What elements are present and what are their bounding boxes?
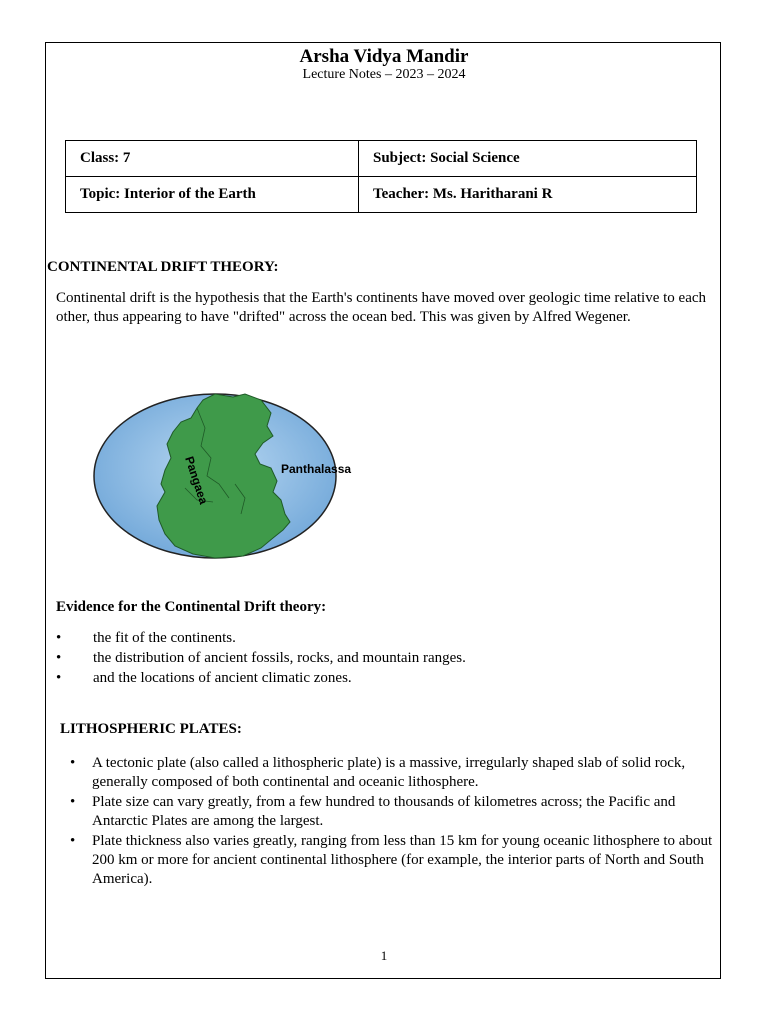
list-item: • A tectonic plate (also called a lithospheric plate) is a massive, irregularly shaped slab of solid rock, generally composed of both continental and oceanic lithosphere.	[70, 754, 720, 792]
info-table	[65, 140, 697, 213]
list-item: • Plate thickness also varies greatly, ranging from less than 15 km for young oceanic lithosphere to about 200 km or more for ancient continental lithosphere (for example, the interior parts of North and South America).	[70, 832, 720, 889]
class-cell: Class: 7	[66, 141, 359, 177]
list-item: • and the locations of ancient climatic zones.	[56, 668, 466, 688]
panthalassa-label: Panthalassa	[281, 462, 352, 476]
pangaea-map	[85, 388, 370, 560]
page-number: 1	[380, 948, 388, 963]
evidence-list	[56, 628, 466, 688]
info-row	[66, 177, 697, 213]
list-item: • the distribution of ancient fossils, rocks, and mountain ranges.	[56, 648, 466, 668]
list-item: • Plate size can vary greatly, from a few hundred to thousands of kilometres across; the Pacific and Antarctic Plates are among the largest.	[70, 793, 720, 831]
document-title: Arsha Vidya Mandir	[299, 46, 469, 67]
info-row	[66, 141, 697, 177]
continental-drift-paragraph: Continental drift is the hypothesis that the Earth's continents have moved over geologic time relative to each other, thus appearing to have "drifted" across the ocean bed. This was given by Alfred Wegener.	[56, 290, 707, 325]
document-subtitle: Lecture Notes – 2023 – 2024	[302, 67, 466, 82]
evidence-heading: Evidence for the Continental Drift theory:	[56, 599, 327, 615]
teacher-cell: Teacher: Ms. Haritharani R	[359, 177, 697, 213]
list-item: • the fit of the continents.	[56, 628, 466, 648]
pangaea-label: Pangaea	[182, 454, 211, 506]
subject-cell: Subject: Social Science	[359, 141, 697, 177]
continental-drift-heading: CONTINENTAL DRIFT THEORY:	[47, 259, 279, 275]
lithospheric-plates-heading: LITHOSPHERIC PLATES:	[60, 721, 242, 737]
lithospheric-list	[70, 754, 720, 890]
topic-cell: Topic: Interior of the Earth	[66, 177, 359, 213]
